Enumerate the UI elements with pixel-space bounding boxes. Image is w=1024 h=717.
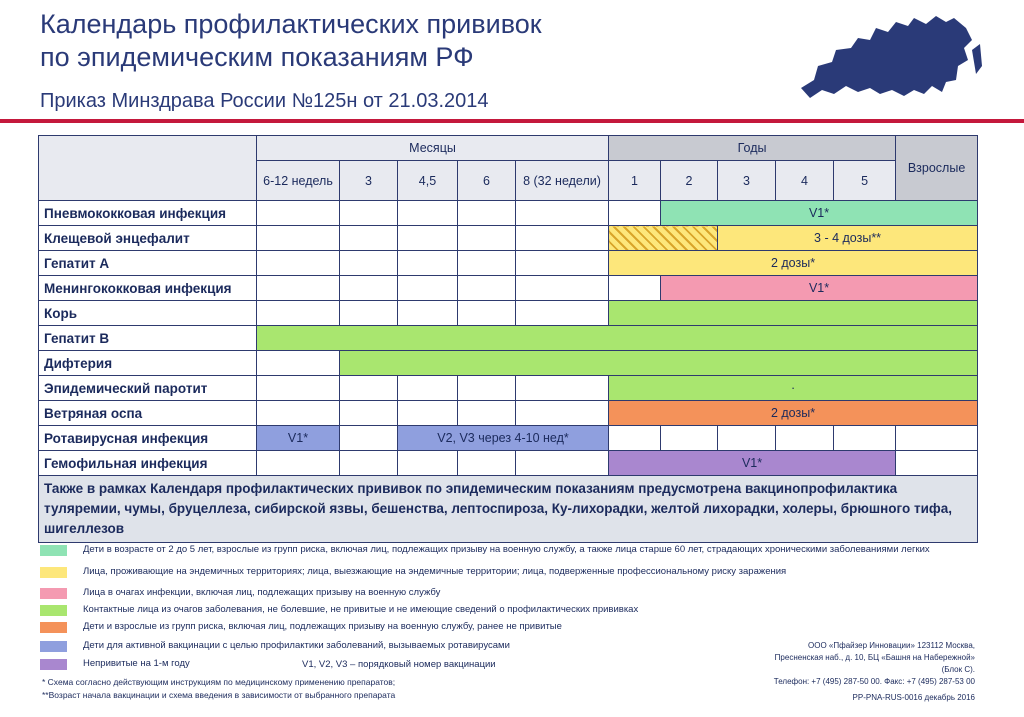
legend-text: Дети для активной вакцинации с целью профилактики заболеваний, вызываемых ротавирусами [83, 640, 510, 651]
title-line-2: по эпидемическим показаниям РФ [40, 42, 474, 72]
russia-map-icon [796, 10, 986, 110]
legend-text: Лица, проживающие на эндемичных территориях; лица, выезжающие на эндемичные территории; лица, подверженные профессиональному риску заражения [83, 566, 787, 577]
legend-swatch [40, 641, 67, 652]
legend-swatch [40, 605, 67, 616]
document-code: PP-PNA-RUS-0016 декабрь 2016 [852, 693, 975, 702]
table-row [39, 251, 978, 276]
page-subtitle: Приказ Минздрава России №125н от 21.03.2014 [40, 90, 489, 112]
title-line-1: Календарь профилактических прививок [40, 9, 542, 39]
company-line: Пресненская наб., д. 10, БЦ «Башня на Набережной» (Блок С). [774, 653, 975, 674]
month-header: 6-12 недель [257, 161, 340, 201]
legend-text: Дети и взрослые из групп риска, включая лиц, подлежащих призыву на военную службу, ранее не привитые [83, 621, 562, 632]
schedule-bar [257, 326, 978, 351]
year-header: 1 [609, 161, 661, 201]
table-row [39, 276, 978, 301]
row-name: Клещевой энцефалит [39, 226, 257, 251]
header-divider [0, 119, 1024, 123]
row-name: Ветряная оспа [39, 401, 257, 426]
legend-swatch [40, 659, 67, 670]
row-name: Корь [39, 301, 257, 326]
schedule-bar: V1* [609, 451, 896, 476]
table-row [39, 226, 978, 251]
legend-text: Дети в возрасте от 2 до 5 лет, взрослые из групп риска, включая лиц, подлежащих призыву на военную службу, а также лица старше 60 лет, страдающих хроническими заболеваниями легких [83, 544, 930, 555]
schedule-bar: V1* [661, 276, 978, 301]
year-header: 3 [718, 161, 776, 201]
legend-text: Лица в очагах инфекции, включая лиц, подлежащих призыву на военную службу [83, 587, 441, 598]
year-header: 5 [834, 161, 896, 201]
schedule-bar: 2 дозы* [609, 251, 978, 276]
row-name: Дифтерия [39, 351, 257, 376]
row-name: Ротавирусная инфекция [39, 426, 257, 451]
schedule-bar: · [609, 376, 978, 401]
table-note: Также в рамках Календаря профилактических прививок по эпидемическим показаниям предусмотрена вакцинопрофилактика туляремии, чумы, бруцеллеза, сибирской язвы, бешенства, лептоспироза, Ку-лихорадки, желтой лихорадки, холеры, брюшного тифа, шигеллезов [39, 476, 978, 543]
footnote-2: **Возраст начала вакцинации и схема введения в зависимости от выбранного препарата [42, 690, 396, 700]
table-row [39, 426, 978, 451]
schedule-bar [340, 351, 978, 376]
company-line: ООО «Пфайзер Инновации» 123112 Москва, [808, 641, 975, 650]
row-name: Гепатит В [39, 326, 257, 351]
year-header: 2 [661, 161, 718, 201]
header-corner [39, 136, 257, 201]
company-info [770, 640, 975, 704]
table-row [39, 401, 978, 426]
table-note-row [39, 476, 978, 543]
year-header: 4 [776, 161, 834, 201]
company-line: Телефон: +7 (495) 287-50 00. Факс: +7 (495) 287-53 00 [773, 677, 975, 686]
month-header: 6 [458, 161, 516, 201]
legend-text: Непривитые на 1-м году [83, 658, 190, 669]
years-group-header: Годы [609, 136, 896, 161]
table-row [39, 351, 978, 376]
month-header: 8 (32 недели) [516, 161, 609, 201]
schedule-bar: 2 дозы* [609, 401, 978, 426]
table-row [39, 201, 978, 226]
footnote-1: * Схема согласно действующим инструкциям по медицинскому применению препаратов; [42, 677, 396, 687]
months-group-header: Месяцы [257, 136, 609, 161]
table-row [39, 326, 978, 351]
legend-swatch [40, 545, 67, 556]
hatched-start-zone [609, 226, 718, 251]
row-name: Гемофильная инфекция [39, 451, 257, 476]
table-row [39, 451, 978, 476]
row-name: Эпидемический паротит [39, 376, 257, 401]
table-row [39, 376, 978, 401]
schedule-bar [609, 301, 978, 326]
schedule-bar: V1* [661, 201, 978, 226]
page-title [40, 8, 542, 74]
row-name: Менингококковая инфекция [39, 276, 257, 301]
vaccination-number-note: V1, V2, V3 – порядковый номер вакцинации [302, 659, 496, 670]
row-name: Пневмококковая инфекция [39, 201, 257, 226]
row-name: Гепатит А [39, 251, 257, 276]
table-row [39, 301, 978, 326]
adults-header: Взрослые [896, 136, 978, 201]
legend-swatch [40, 622, 67, 633]
legend-text: Контактные лица из очагов заболевания, не болевшие, не привитые и не имеющие сведений о профилактических прививках [83, 604, 639, 615]
schedule-bar: V2, V3 через 4-10 нед* [398, 426, 609, 451]
schedule-bar: 3 - 4 дозы** [718, 226, 978, 251]
vaccination-calendar-table [38, 135, 978, 543]
month-header: 4,5 [398, 161, 458, 201]
month-header: 3 [340, 161, 398, 201]
legend-swatch [40, 567, 67, 578]
legend-swatch [40, 588, 67, 599]
schedule-bar: V1* [257, 426, 340, 451]
